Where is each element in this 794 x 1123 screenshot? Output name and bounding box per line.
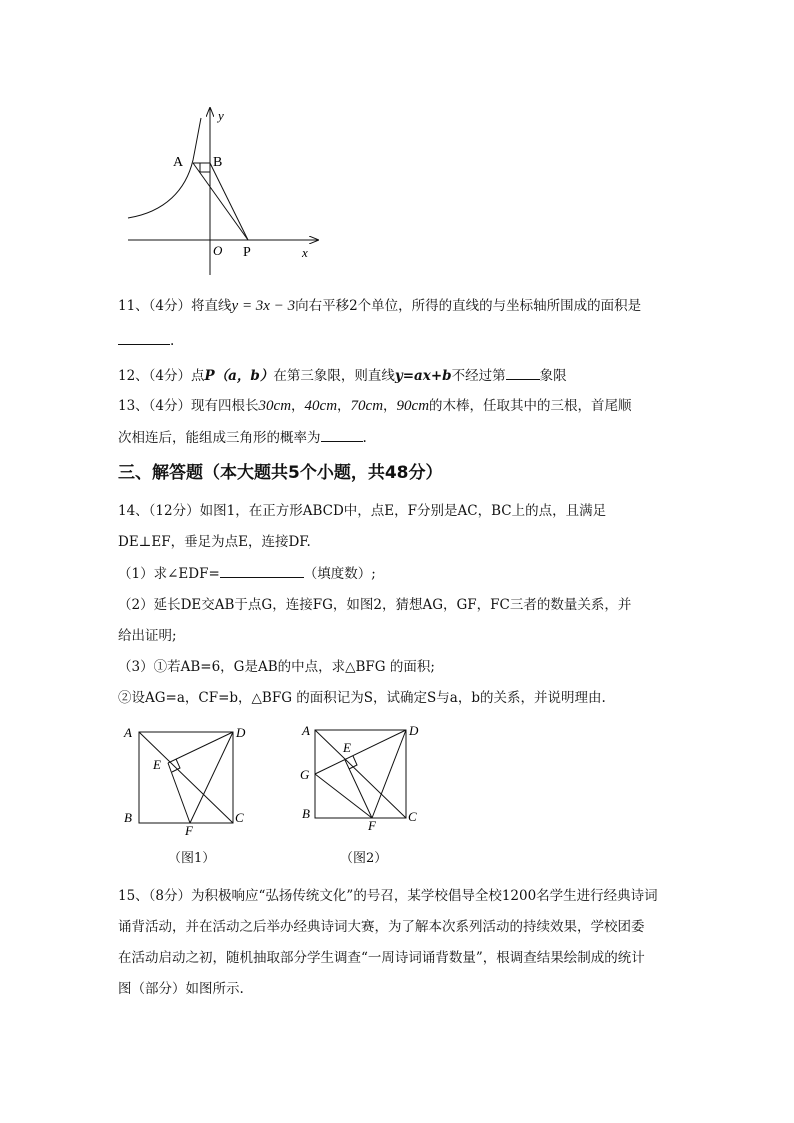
q11-end: .: [170, 333, 175, 349]
q14-part2-line2: 给出证明;: [118, 628, 177, 644]
fig1-label-a: A: [124, 725, 132, 740]
q13-prefix: 13、（4分）现有四根长: [118, 398, 259, 414]
fig2-label-d: D: [409, 723, 419, 738]
section-3-title: 三、解答题（本大题共5个小题，共48分）: [118, 463, 443, 483]
fig2-label-f: F: [368, 818, 376, 833]
q13-end: .: [362, 430, 367, 446]
fig1-label-d: D: [236, 725, 246, 740]
label-p: P: [243, 245, 251, 260]
fig2-segment-df: [372, 730, 406, 818]
q14-part3-line2: ②设AG=a，CF=b，△BFG 的面积记为S，试确定S与a，b的关系，并说明理由.: [118, 690, 606, 706]
fig2-caption: （图2）: [340, 851, 388, 866]
q11-suffix: 向右平移2个单位，所得的直线的与坐标轴所围成的面积是: [295, 298, 642, 314]
q13-suffix: 的木棒，任取其中的三根，首尾顺: [429, 398, 632, 414]
q12-prefix: 12、（4分）点: [118, 368, 205, 384]
q12-point: P（a，b）: [204, 368, 274, 384]
label-y: y: [218, 108, 224, 123]
fig2-right-angle-mark: [349, 756, 357, 769]
q14-part1-prefix: （1）求∠EDF=: [118, 566, 220, 582]
fig2-label-a: A: [302, 723, 310, 738]
label-a: A: [173, 155, 184, 170]
label-x: x: [302, 245, 308, 260]
fig1-caption: （图1）: [168, 851, 216, 866]
q14-line2: DE⊥EF，垂足为点E，连接DF.: [118, 534, 311, 550]
q13-sep-3: ，: [383, 398, 397, 414]
q11-prefix: 11、（4分）将直线: [118, 298, 232, 314]
q15-line4: 图（部分）如图所示.: [118, 981, 244, 997]
fig2-segment-gd: [315, 730, 406, 774]
q13-line2: 次相连后，能组成三角形的概率为: [118, 430, 321, 446]
q12-after: 不经过第: [451, 368, 506, 384]
q13-sep-2: ，: [337, 398, 351, 414]
q12-line-eq: y=ax+b: [394, 368, 452, 384]
fig2-diagonal-ac: [315, 730, 406, 818]
q15-line3: 在活动启动之初，随机抽取部分学生调查“一周诗词诵背数量”，根调查结果绘制成的统计: [118, 950, 645, 966]
fig2-segment-gf: [315, 774, 372, 818]
q14-part3-line1: （3）①若AB=6，G是AB的中点，求△BFG 的面积;: [118, 659, 435, 675]
q15-line1: 15、（8分）为积极响应“弘扬传统文化”的号召，某学校倡导全校1200名学生进行经典诗词: [118, 888, 658, 904]
fig1-label-c: C: [235, 810, 244, 825]
fig2-label-b: B: [302, 806, 310, 821]
q13-length-3: 70cm: [350, 398, 384, 414]
q15-line2: 诵背活动，并在活动之后举办经典诗词大赛，为了解本次系列活动的持续效果，学校团委: [118, 919, 645, 935]
fig1-label-f: F: [185, 823, 193, 838]
label-o: O: [213, 243, 223, 258]
fig1-label-e: E: [153, 757, 161, 772]
fig2-label-g: G: [300, 767, 310, 782]
q13-length-4: 90cm: [396, 398, 430, 414]
fig2-label-e: E: [343, 740, 351, 755]
q13-length-2: 40cm: [304, 398, 338, 414]
q13-length-1: 30cm: [258, 398, 292, 414]
q11-formula: y = 3x − 3: [231, 298, 296, 314]
q14-line1: 14、（12分）如图1，在正方形ABCD中，点E，F分别是AC，BC上的点，且满足: [118, 503, 607, 519]
q14-part2-line1: （2）延长DE交AB于点G，连接FG，如图2，猜想AG，GF，FC三者的数量关系，并: [118, 597, 632, 613]
fig2-label-c: C: [408, 809, 417, 824]
q13-sep-1: ，: [291, 398, 305, 414]
q12-middle: 在第三象限，则直线: [273, 368, 395, 384]
q12-end: 象限: [539, 368, 567, 384]
fig1-label-b: B: [124, 810, 132, 825]
q14-part1-suffix: （填度数）;: [303, 566, 376, 582]
label-b: B: [213, 155, 223, 170]
